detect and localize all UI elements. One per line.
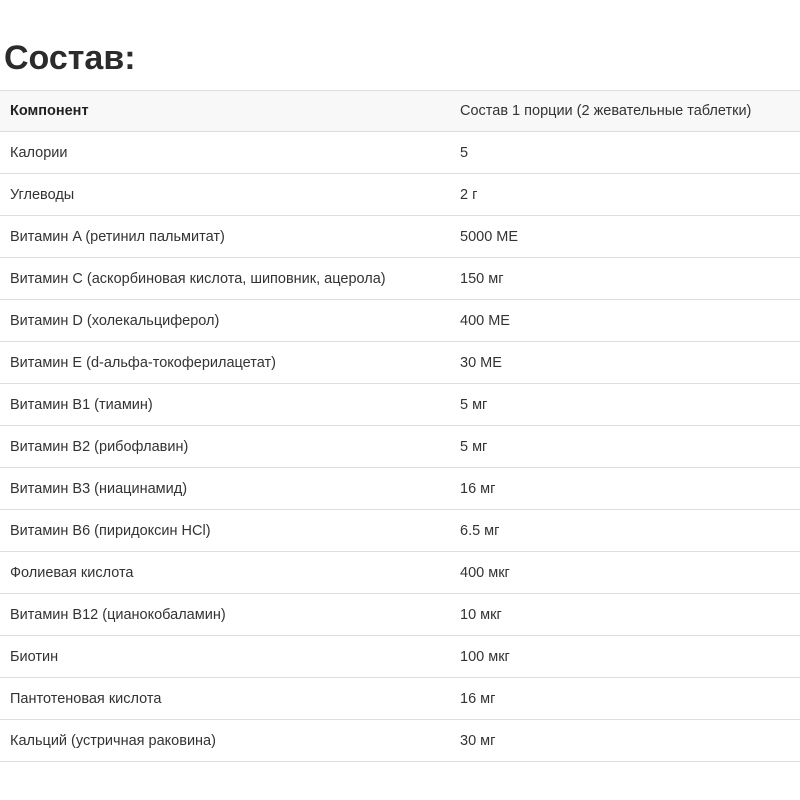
header-component: Компонент [10, 103, 89, 119]
table-row [0, 678, 800, 720]
cell-amount: 5 [460, 144, 469, 161]
cell-amount: 150 мг [460, 270, 504, 287]
cell-amount: 100 мкг [460, 648, 510, 665]
cell-amount: 2 г [460, 186, 478, 203]
header-serving: Состав 1 порции (2 жевательные таблетки) [460, 103, 752, 119]
cell-component: Витамин B1 (тиамин) [10, 396, 153, 413]
cell-component: Кальций (устричная раковина) [10, 732, 216, 749]
cell-amount: 16 мг [460, 480, 496, 497]
cell-component: Витамин D (холекальциферол) [10, 312, 220, 329]
table-row [0, 132, 800, 174]
composition-table [0, 90, 800, 762]
cell-amount: 5 мг [460, 438, 488, 455]
cell-component: Витамин E (d-альфа-токоферилацетат) [10, 354, 276, 371]
cell-amount: 5 мг [460, 396, 488, 413]
cell-component: Биотин [10, 648, 59, 665]
cell-component: Витамин B12 (цианокобаламин) [10, 606, 226, 623]
table-row [0, 426, 800, 468]
cell-component: Пантотеновая кислота [10, 690, 162, 707]
cell-component: Фолиевая кислота [10, 564, 134, 581]
table-row [0, 720, 800, 762]
cell-amount: 400 мкг [460, 564, 510, 581]
cell-amount: 16 мг [460, 690, 496, 707]
cell-amount: 30 МЕ [460, 354, 502, 371]
cell-amount: 400 МЕ [460, 312, 510, 329]
cell-component: Витамин B6 (пиридоксин HCl) [10, 522, 211, 539]
table-row [0, 510, 800, 552]
table-body [0, 132, 800, 762]
table-row [0, 468, 800, 510]
cell-component: Углеводы [10, 186, 75, 203]
cell-amount: 6.5 мг [460, 522, 500, 539]
table-row [0, 342, 800, 384]
cell-component: Витамин B2 (рибофлавин) [10, 438, 189, 455]
table-row [0, 300, 800, 342]
cell-component: Калории [10, 144, 68, 161]
cell-component: Витамин A (ретинил пальмитат) [10, 228, 225, 245]
cell-component: Витамин B3 (ниацинамид) [10, 480, 188, 497]
page-title: Состав: [4, 39, 136, 77]
cell-amount: 30 мг [460, 732, 496, 749]
table-row [0, 258, 800, 300]
table-row [0, 594, 800, 636]
table-row [0, 636, 800, 678]
table-row [0, 174, 800, 216]
cell-component: Витамин C (аскорбиновая кислота, шиповник, ацерола) [10, 270, 386, 287]
table-row [0, 552, 800, 594]
cell-amount: 5000 МЕ [460, 228, 519, 245]
table-row [0, 216, 800, 258]
table-row [0, 384, 800, 426]
cell-amount: 10 мкг [460, 606, 502, 623]
table-header-row [0, 91, 800, 132]
